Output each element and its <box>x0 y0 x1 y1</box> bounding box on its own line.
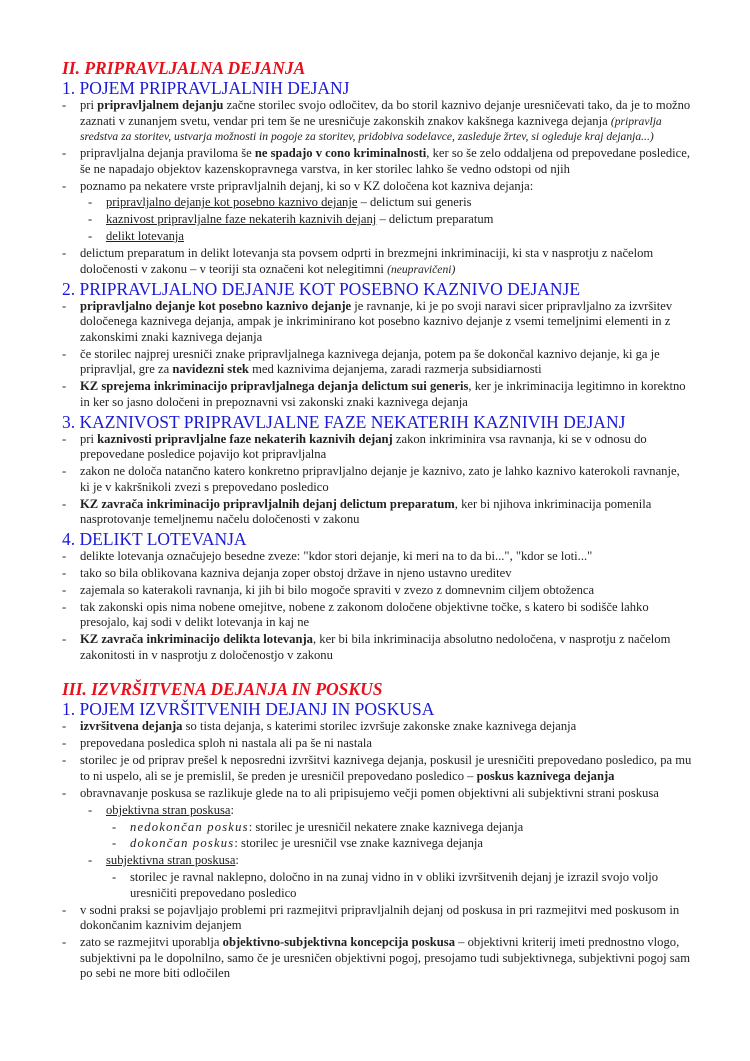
italic-text: dokončan poskus <box>130 836 235 851</box>
list-item <box>62 212 692 228</box>
list-item <box>62 853 692 869</box>
list-item <box>62 146 692 177</box>
text-run: zato se razmejitvi uporablja <box>80 935 223 950</box>
text-run: tak zakonski opis nima nobene omejitve, nobene z zakonom določene objektivne točke, s katero bi sodišče lahko presojalo, kaj sodi v delikt lotevanja in kaj ne <box>80 599 649 630</box>
bullet-dash: - <box>62 549 67 564</box>
section-heading <box>62 529 692 549</box>
bullet-dash: - <box>62 178 67 193</box>
list-item <box>62 299 692 346</box>
list-item <box>62 347 692 378</box>
section-heading <box>62 78 692 98</box>
list-item <box>62 432 692 463</box>
bold-text: navidezni stek <box>172 362 249 377</box>
list-item <box>62 246 692 277</box>
text-run: : <box>230 802 235 817</box>
list-item <box>62 179 692 195</box>
text-run: : storilec je uresničil nekatere znake kaznivega dejanja <box>248 819 524 834</box>
text-run: : storilec je uresničil vse znake kaznivega dejanja <box>234 836 484 851</box>
list-item <box>62 195 692 211</box>
section-heading <box>62 279 692 299</box>
text-run: , ker je inkriminacija legitimno in korektno in ker so jasno določeni in prepoznavni vsi zakonski znaki kaznivega dejanja <box>80 379 686 409</box>
text-run: 1. POJEM PRIPRAVLJALNIH DEJANJ <box>62 78 350 98</box>
list-item <box>62 583 692 599</box>
text-run: , ker so še zelo oddaljena od prepovedane posledice, še ne napadajo objektov kazenskopravnega varstva, in ker storilec lahko še vedno odstopi od njih <box>80 146 690 176</box>
bullet-dash: - <box>62 599 67 614</box>
bullet-dash: - <box>62 98 67 112</box>
list-item <box>62 753 692 784</box>
bullet-dash: - <box>88 853 93 868</box>
bold-text: ne spadajo v cono kriminalnosti <box>254 146 427 161</box>
bullet-dash: - <box>112 819 117 834</box>
bold-text: KZ sprejema inkriminacijo pripravljalnega dejanja delictum sui generis <box>80 379 469 394</box>
text-run: III. IZVRŠITVENA DEJANJA IN POSKUS <box>62 679 383 700</box>
chapter-heading <box>62 58 692 78</box>
document-page <box>62 58 692 983</box>
list-item <box>62 600 692 631</box>
bold-text: pripravljalno dejanje kot posebno kaznivo dejanje <box>80 298 352 313</box>
text-run: pri <box>80 431 98 446</box>
list-item <box>62 719 692 735</box>
text-run: – delictum preparatum <box>376 212 494 227</box>
bullet-dash: - <box>62 464 67 479</box>
list-item <box>62 497 692 528</box>
text-run: med kaznivima dejanjema, zaradi razmerja subsidiarnosti <box>248 362 542 377</box>
list-item <box>62 935 692 982</box>
text-run: tako so bila oblikovana kazniva dejanja zoper obstoj države in njeno ustavno ureditev <box>80 566 512 580</box>
underlined-text: kaznivost pripravljalne faze nekaterih kaznivih dejanj <box>106 212 377 227</box>
bold-text: KZ zavrača inkriminacijo delikta lotevanja <box>80 632 313 647</box>
text-run: zajemala so katerakoli ravnanja, ki jih bi bilo mogoče spraviti v zvezo z domnevnim ciljem obtoženca <box>80 582 595 597</box>
bold-text: objektivno-subjektivna koncepcija poskusa <box>222 935 456 950</box>
section-heading <box>62 412 692 432</box>
bold-text: poskus kaznivega dejanja <box>476 768 615 783</box>
text-run: pri <box>80 98 98 112</box>
bullet-dash: - <box>62 632 67 647</box>
text-run: je ravnanje, ki je po svoji naravi sicer pripravljalno za izvršitev določenega kaznivega dejanja, ampak je inkriminirano kot posebno kaznivo dejanje z vsemi temeljnimi elementi in z zakonskimi znaki kaznivega dejanja <box>80 298 673 344</box>
bullet-dash: - <box>88 212 93 227</box>
list-item <box>62 803 692 819</box>
text-run: pripravljalna dejanja praviloma še <box>80 146 255 161</box>
list-item <box>62 736 692 752</box>
text-run: 4. DELIKT LOTEVANJA <box>62 529 247 550</box>
bullet-dash: - <box>62 496 67 511</box>
text-run: poznamo pa nekatere vrste pripravljalnih dejanj, ki so v KZ določena kot kazniva dejanja: <box>80 178 534 193</box>
list-item <box>62 98 692 145</box>
italic-text: (neupravičeni) <box>387 262 456 276</box>
list-item <box>62 379 692 410</box>
bold-text: izvršitvena dejanja <box>80 719 183 734</box>
text-run: delikte lotevanja označujejo besedne zveze: "kdor stori dejanje, ki meri na to da bi...", "kdor se loti..." <box>80 549 593 564</box>
text-run: 1. POJEM IZVRŠITVENIH DEJANJ IN POSKUSA <box>62 699 435 720</box>
text-run: storilec je od priprav prešel k neposredni izvršitvi kaznivega dejanja, poskusil je uresničiti prepovedano posledico, pa mu to ni uspelo, ali se je premislil, še preden je uresničil prepovedano posledico – <box>80 753 692 783</box>
text-run: , ker bi bila inkriminacija absolutno nedoločena, v nasprotju z načelom zakonitosti in v nasprotju z določenostjo v zakonu <box>80 632 671 662</box>
bullet-dash: - <box>62 582 67 597</box>
text-run: 2. PRIPRAVLJALNO DEJANJE KOT POSEBNO KAZNIVO DEJANJE <box>62 278 581 299</box>
bullet-dash: - <box>112 870 117 885</box>
underlined-text: delikt lotevanja <box>106 229 184 244</box>
text-run: obravnavanje poskusa se razlikuje glede na to ali pripisujemo večji pomen objektivni ali subjektivni strani poskusa <box>80 785 659 800</box>
list-item <box>62 836 692 852</box>
text-run: začne storilec svojo odločitev, da bo storil kaznivo dejanje uresničevati tako, da je to možno zaznati v zunanjem svetu, vendar pri tem še ne uresničuje zakonskih znakov kakšnega kaznivega dejanja <box>80 98 691 128</box>
bold-text: pripravljalnem dejanju <box>97 98 224 112</box>
text-run: delictum preparatum in delikt lotevanja sta povsem odprti in brezmejni inkriminaciji, ki sta v nasprotju z načelom določenosti v zakonu – v teoriji sta označeni kot nelegitimni <box>80 246 654 276</box>
text-run: 3. KAZNIVOST PRIPRAVLJALNE FAZE NEKATERIH KAZNIVIH DEJANJ <box>62 411 626 432</box>
italic-text: (pripravlja sredstva za storitev, ustvarja možnosti in pogoje za storitev, pridobiva sodelavce, zasleduje žrtev, si ogleduje kraj dejanja...) <box>80 114 662 144</box>
list-item <box>62 464 692 495</box>
section-heading <box>62 699 692 719</box>
list-item <box>62 229 692 245</box>
bullet-dash: - <box>88 229 93 244</box>
bullet-dash: - <box>62 146 67 161</box>
italic-text: nedokončan poskus <box>130 819 249 834</box>
text-run: v sodni praksi se pojavljajo problemi pri razmejitvi pripravljalnih dejanj od poskusa in pri razmejitvi med poskusom in dokončanim kaznivim dejanjem <box>80 902 680 933</box>
bullet-dash: - <box>62 566 67 580</box>
bullet-dash: - <box>62 719 67 734</box>
bullet-dash: - <box>62 753 67 768</box>
bullet-dash: - <box>62 298 67 313</box>
list-item <box>62 786 692 802</box>
text-run: so tista dejanja, s katerimi storilec izvršuje zakonske znake kaznivega dejanja <box>182 719 577 734</box>
list-item <box>62 820 692 836</box>
text-run: – delictum sui generis <box>357 195 472 210</box>
list-item <box>62 549 692 565</box>
underlined-text: objektivna stran poskusa <box>106 802 231 817</box>
bullet-dash: - <box>88 195 93 210</box>
list-item <box>62 870 692 901</box>
bold-text: KZ zavrača inkriminacijo pripravljalnih dejanj delictum preparatum <box>80 496 455 511</box>
bullet-dash: - <box>62 431 67 446</box>
bullet-dash: - <box>62 346 67 361</box>
bold-text: kaznivosti pripravljalne faze nekaterih kaznivih dejanj <box>97 431 393 446</box>
bullet-dash: - <box>112 836 117 851</box>
bullet-dash: - <box>62 935 67 950</box>
chapter-heading <box>62 679 692 699</box>
text-run: zakon inkriminira vsa ravnanja, ki se v odnosu do prepovedane posledice pojavijo kot pripravljalna <box>80 431 647 462</box>
text-run: : <box>235 853 239 868</box>
text-run: če storilec najprej uresniči znake pripravljalnega kaznivega dejanja, potem pa še dokončal kaznivo dejanje, ki ga je pripravljal, gre za <box>80 346 660 377</box>
text-run: prepovedana posledica sploh ni nastala ali pa še ni nastala <box>80 736 373 751</box>
bullet-dash: - <box>62 902 67 917</box>
text-run: – objektivni kriterij imeti prednostno vlogo, subjektivni pa le dopolnilno, samo če je uresničen objektivni pogoj, presojamo tudi subjektivnega, subjektivni pogoj sam po sebi ne more biti odločilen <box>80 935 690 981</box>
underlined-text: pripravljalno dejanje kot posebno kaznivo dejanje <box>106 195 358 210</box>
text-run: II. PRIPRAVLJALNA DEJANJA <box>62 58 306 78</box>
list-item <box>62 632 692 663</box>
bullet-dash: - <box>62 785 67 800</box>
underlined-text: subjektivna stran poskusa <box>106 853 236 868</box>
list-item <box>62 566 692 582</box>
bullet-dash: - <box>88 802 93 817</box>
text-run: , ker bi njihova inkriminacija pomenila nasprotovanje temeljnemu načelu določenosti v zakonu <box>80 496 652 527</box>
text-run: zakon ne določa natančno katero konkretno pripravljalno dejanje je kaznivo, zato je lahko kaznivo katerokoli ravnanje, ki je v kakršnikoli zvezi s prepovedano posledico <box>80 464 680 494</box>
bullet-dash: - <box>62 736 67 751</box>
bullet-dash: - <box>62 246 67 261</box>
list-item <box>62 903 692 934</box>
bullet-dash: - <box>62 379 67 394</box>
text-run: storilec je ravnal naklepno, določno in na zunaj vidno in v obliki izvršitvenih dejanj je izrazil svojo voljo uresničiti prepovedano posledico <box>130 870 659 900</box>
